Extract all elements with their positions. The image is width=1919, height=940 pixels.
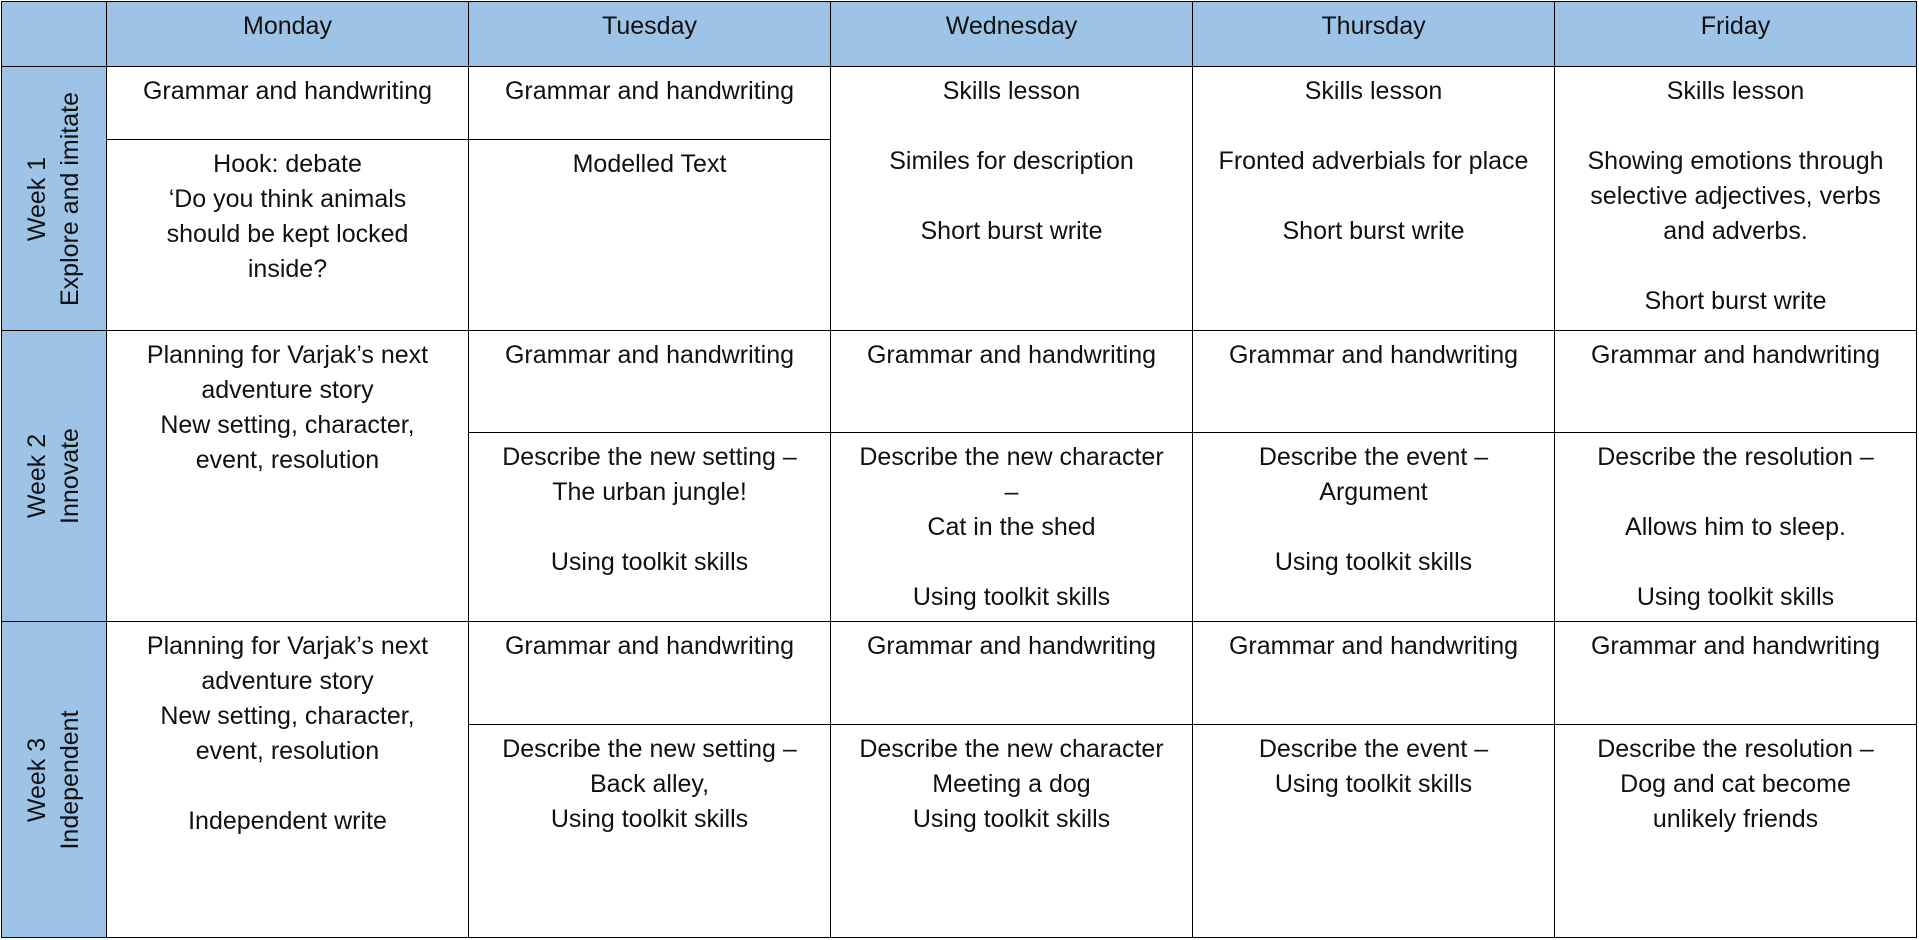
week-2-thursday-top: Grammar and handwriting (1192, 330, 1555, 433)
week-1-friday: Skills lesson Showing emotions through selective adjectives, verbs and adverbs. Short burst write (1554, 66, 1917, 331)
week-2-thursday-bottom: Describe the event – Argument Using toolkit skills (1192, 432, 1555, 622)
week-1-label-cell (1, 66, 107, 331)
header-friday: Friday (1554, 1, 1917, 67)
week-2-label: Week 2 Innovate (23, 428, 84, 524)
week-3-wednesday-bottom: Describe the new character Meeting a dog Using toolkit skills (830, 724, 1193, 938)
week-2-tuesday-top: Grammar and handwriting (468, 330, 831, 433)
week-1-monday-top: Grammar and handwriting (106, 66, 469, 140)
week-2-friday-bottom: Describe the resolution – Allows him to sleep. Using toolkit skills (1554, 432, 1917, 622)
week-2-wednesday-top: Grammar and handwriting (830, 330, 1193, 433)
header-wednesday: Wednesday (830, 1, 1193, 67)
week-1-tuesday-top: Grammar and handwriting (468, 66, 831, 140)
week-3-monday: Planning for Varjak’s next adventure story New setting, character, event, resolution Independent write (106, 621, 469, 938)
week-3-tuesday-bottom: Describe the new setting – Back alley, Using toolkit skills (468, 724, 831, 938)
week-1-wednesday: Skills lesson Similes for description Short burst write (830, 66, 1193, 331)
week-1-monday-bottom: Hook: debate ‘Do you think animals should be kept locked inside? (106, 139, 469, 331)
header-tuesday: Tuesday (468, 1, 831, 67)
week-1-label: Week 1 Explore and imitate (23, 91, 84, 306)
week-1-thursday: Skills lesson Fronted adverbials for place Short burst write (1192, 66, 1555, 331)
header-thursday: Thursday (1192, 1, 1555, 67)
week-3-thursday-top: Grammar and handwriting (1192, 621, 1555, 725)
week-3-wednesday-top: Grammar and handwriting (830, 621, 1193, 725)
week-2-friday-top: Grammar and handwriting (1554, 330, 1917, 433)
week-3-thursday-bottom: Describe the event – Using toolkit skills (1192, 724, 1555, 938)
week-1-tuesday-bottom: Modelled Text (468, 139, 831, 331)
week-3-friday-top: Grammar and handwriting (1554, 621, 1917, 725)
week-3-label: Week 3 Independent (23, 709, 84, 850)
week-2-monday: Planning for Varjak’s next adventure story New setting, character, event, resolution (106, 330, 469, 622)
week-3-friday-bottom: Describe the resolution – Dog and cat become unlikely friends (1554, 724, 1917, 938)
week-3-tuesday-top: Grammar and handwriting (468, 621, 831, 725)
week-2-wednesday-bottom: Describe the new character – Cat in the shed Using toolkit skills (830, 432, 1193, 622)
header-monday: Monday (106, 1, 469, 67)
week-2-tuesday-bottom: Describe the new setting – The urban jungle! Using toolkit skills (468, 432, 831, 622)
header-corner-cell (1, 1, 107, 67)
week-3-label-cell (1, 621, 107, 938)
week-2-label-cell (1, 330, 107, 622)
